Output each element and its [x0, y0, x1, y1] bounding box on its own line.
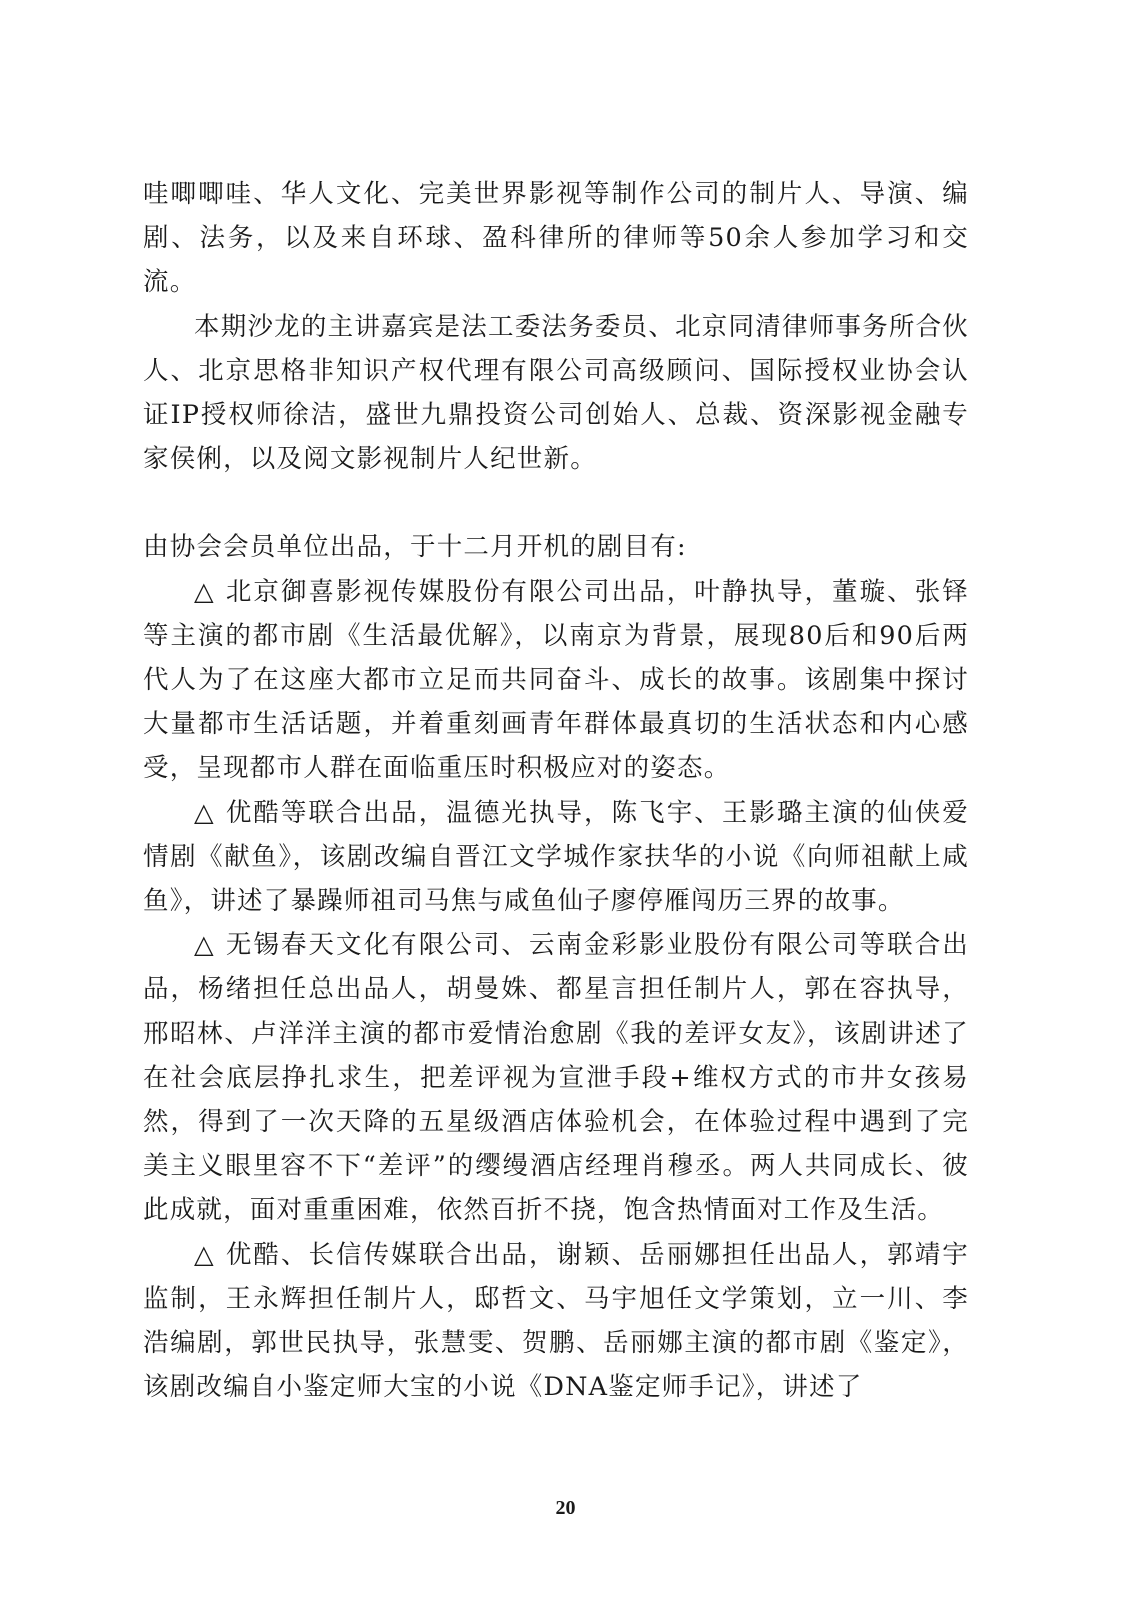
- paragraph-item: △ 北京御喜影视传媒股份有限公司出品，叶静执导，董璇、张铎等主演的都市剧《生活最优解》，以南京为背景，展现80后和90后两代人为了在这座大都市立足而共同奋斗、成长的故事。该剧集中探讨大量都市生活话题，并着重刻画青年群体最真切的生活状态和内心感受，呈现都市人群在面临重压时积极应对的姿态。: [143, 576, 969, 784]
- paragraph-gap: [143, 481, 969, 525]
- paragraph-item: △ 无锡春天文化有限公司、云南金彩影业股份有限公司等联合出品，杨绪担任总出品人，胡曼姝、都星言担任制片人，郭在容执导，邢昭林、卢洋洋主演的都市爱情治愈剧《我的差评女友》，该剧讲述了在社会底层挣扎求生，把差评视为宣泄手段+维权方式的市井女孩易然，得到了一次天降的五星级酒店体验机会，在体验过程中遇到了完美主义眼里容不下“差评”的缨缦酒店经理肖穆丞。两人共同成长、彼此成就，面对重重困难，依然百折不挠，饱含热情面对工作及生活。: [143, 930, 969, 1226]
- paragraph-item: △ 优酷等联合出品，温德光执导，陈飞宇、王影璐主演的仙侠爱情剧《献鱼》，该剧改编自晋江文学城作家扶华的小说《向师祖献上咸鱼》，讲述了暴躁师祖司马焦与咸鱼仙子廖停雁闯历三界的故事。: [143, 797, 969, 917]
- paragraph-item: △ 优酷、长信传媒联合出品，谢颖、岳丽娜担任出品人，郭靖宇监制，王永辉担任制片人，邸哲文、马宇旭任文学策划，立一川、李浩编剧，郭世民执导，张慧雯、贺鹏、岳丽娜主演的都市剧《鉴定》，该剧改编自小鉴定师大宝的小说《DNA鉴定师手记》，讲述了: [143, 1239, 969, 1403]
- paragraph-continuation: 哇唧唧哇、华人文化、完美世界影视等制作公司的制片人、导演、编剧、法务，以及来自环球、盈科律所的律师等50余人参加学习和交流。: [143, 179, 969, 298]
- paragraph-intro: 由协会会员单位出品，于十二月开机的剧目有:: [143, 532, 687, 563]
- page-number: 20: [555, 1497, 576, 1519]
- document-body: [143, 172, 969, 1409]
- paragraph-speakers: 本期沙龙的主讲嘉宾是法工委法务委员、北京同清律师事务所合伙人、北京思格非知识产权代理有限公司高级顾问、国际授权业协会认证IP授权师徐洁，盛世九鼎投资公司创始人、总裁、资深影视金融专家侯俐，以及阅文影视制片人纪世新。: [143, 311, 969, 475]
